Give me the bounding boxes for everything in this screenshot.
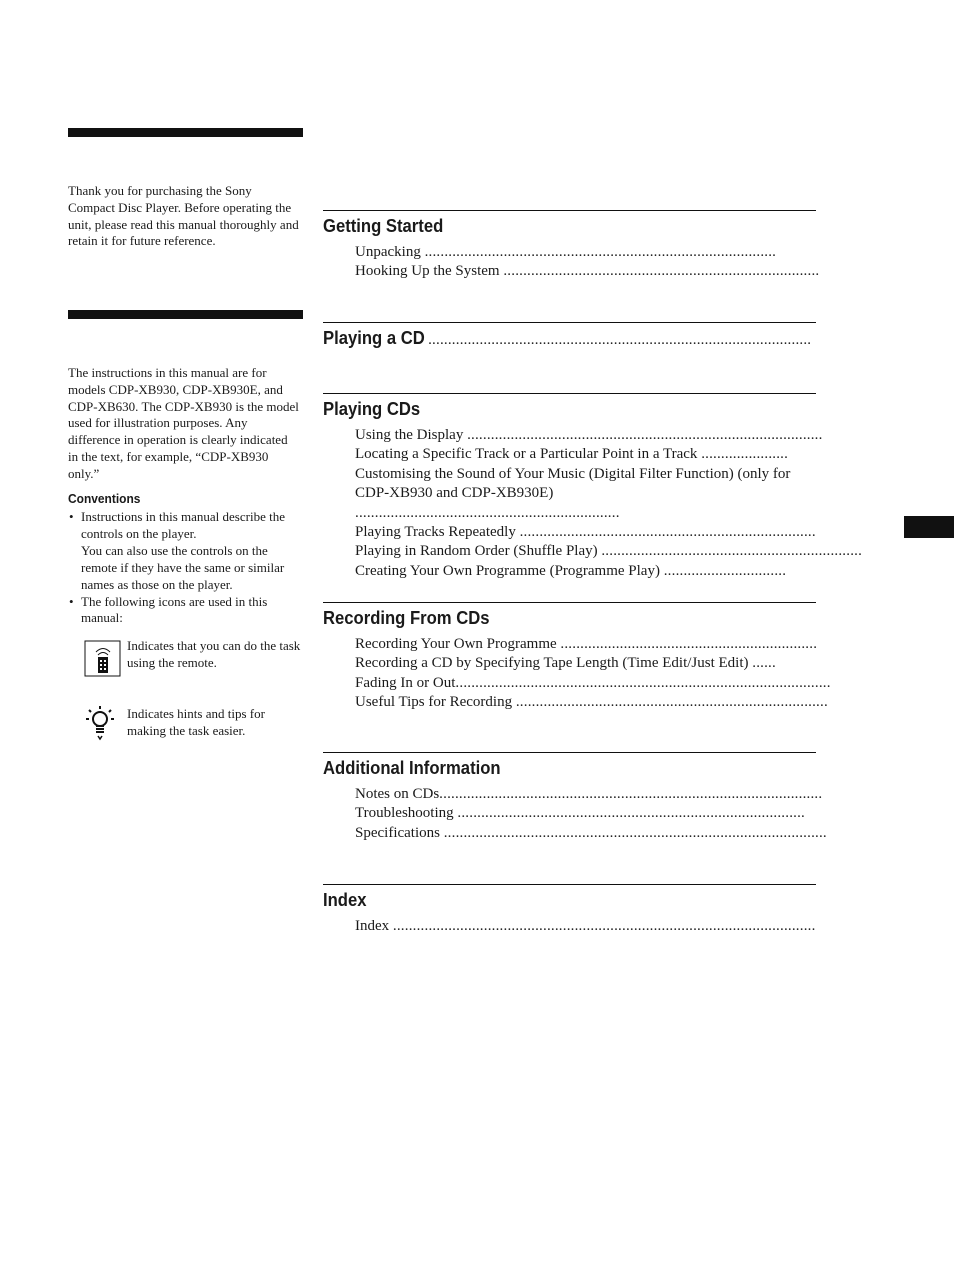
- toc-entry[interactable]: Playing in Random Order (Shuffle Play) ..................................................................: [355, 543, 863, 560]
- section-title: Playing CDs: [323, 398, 421, 419]
- toc-section-playing-cds: [323, 393, 863, 581]
- section-rule: [323, 752, 816, 753]
- remote-icon: [84, 637, 122, 682]
- intro-text: Thank you for purchasing the Sony Compact Disc Player. Before operating the unit, please read this manual thoroughly and retain it for future reference.: [68, 183, 299, 249]
- section-bar-top: [68, 128, 303, 137]
- toc-entry[interactable]: Specifications .................................................................................................: [355, 824, 827, 841]
- page-edge-tab: [904, 516, 954, 538]
- section-rule: [323, 602, 816, 603]
- models-text: The instructions in this manual are for models CDP-XB930, CDP-XB930E, and CDP-XB630. The CDP-XB930 is the model used for illustration purposes. Any difference in operation is clearly indicated in the text, for example, “CDP-XB930 only.”: [68, 365, 299, 481]
- section-title: Recording From CDs: [323, 607, 490, 628]
- conventions-list: [68, 509, 300, 627]
- section-title: Additional Information: [323, 757, 501, 778]
- toc-entry[interactable]: Locating a Specific Track or a Particular Point in a Track ......................: [355, 446, 789, 463]
- toc-entry[interactable]: Index ...........................................................................................................: [355, 918, 816, 934]
- toc-entry[interactable]: Using the Display ..........................................................................................: [355, 427, 823, 443]
- toc-section-additional-information: [323, 752, 827, 843]
- toc-entry[interactable]: Hooking Up the System ................................................................................: [355, 263, 820, 280]
- toc-entry[interactable]: Notes on CDs.................................................................................................: [355, 786, 823, 802]
- toc-entry[interactable]: Unpacking .........................................................................................: [355, 244, 777, 260]
- list-item: • Instructions in this manual describe the controls on the player. You can also use the controls on the remote if they have the same or similar names as those on the player.: [68, 509, 300, 594]
- list-item: • The following icons are used in this manual:: [69, 593, 268, 626]
- bullet-text: Instructions in this manual describe the controls on the player.: [81, 509, 285, 541]
- remote-icon-text: Indicates that you can do the task using the remote.: [127, 638, 301, 670]
- bullet-text: The following icons are used in this manual:: [81, 593, 268, 626]
- toc-entry[interactable]: Useful Tips for Recording ...............................................................................: [355, 694, 828, 711]
- toc-entry[interactable]: Playing Tracks Repeatedly ...........................................................................: [355, 524, 816, 541]
- toc-entry[interactable]: Creating Your Own Programme (Programme Play) ...............................: [355, 562, 787, 579]
- toc-section-recording-from-cds: [323, 602, 831, 713]
- section-bar-middle: [68, 310, 303, 319]
- toc-section-index: [323, 884, 816, 936]
- toc-entry[interactable]: Recording Your Own Programme .................................................................: [355, 636, 818, 652]
- tip-icon-text: Indicates hints and tips for making the task easier.: [127, 706, 265, 738]
- toc-entry[interactable]: Troubleshooting ........................................................................................: [355, 805, 805, 822]
- toc-section-getting-started: [323, 210, 820, 282]
- toc-entry[interactable]: Recording a CD by Specifying Tape Length (Time Edit/Just Edit) ......: [355, 655, 776, 672]
- conventions-heading: Conventions: [68, 491, 141, 506]
- toc-entry[interactable]: Customising the Sound of Your Music (Digital Filter Function) (only for CDP-XB930 and CDP-XB930E) ...................................................................: [355, 465, 791, 521]
- lightbulb-icon: [84, 705, 116, 746]
- section-title: Getting Started: [323, 215, 444, 236]
- section-title: Index: [323, 889, 367, 910]
- section-rule: [323, 884, 816, 885]
- section-rule: [323, 393, 816, 394]
- bullet-subtext: You can also use the controls on the remote if they have the same or similar names as those on the player.: [81, 542, 285, 592]
- toc-entry[interactable]: Fading In or Out...............................................................................................: [355, 674, 831, 691]
- section-title[interactable]: Playing a CD: [323, 327, 425, 348]
- section-rule: [323, 210, 816, 211]
- toc-section-playing-a-cd: Playing a CD .................................................................................................: [323, 322, 816, 349]
